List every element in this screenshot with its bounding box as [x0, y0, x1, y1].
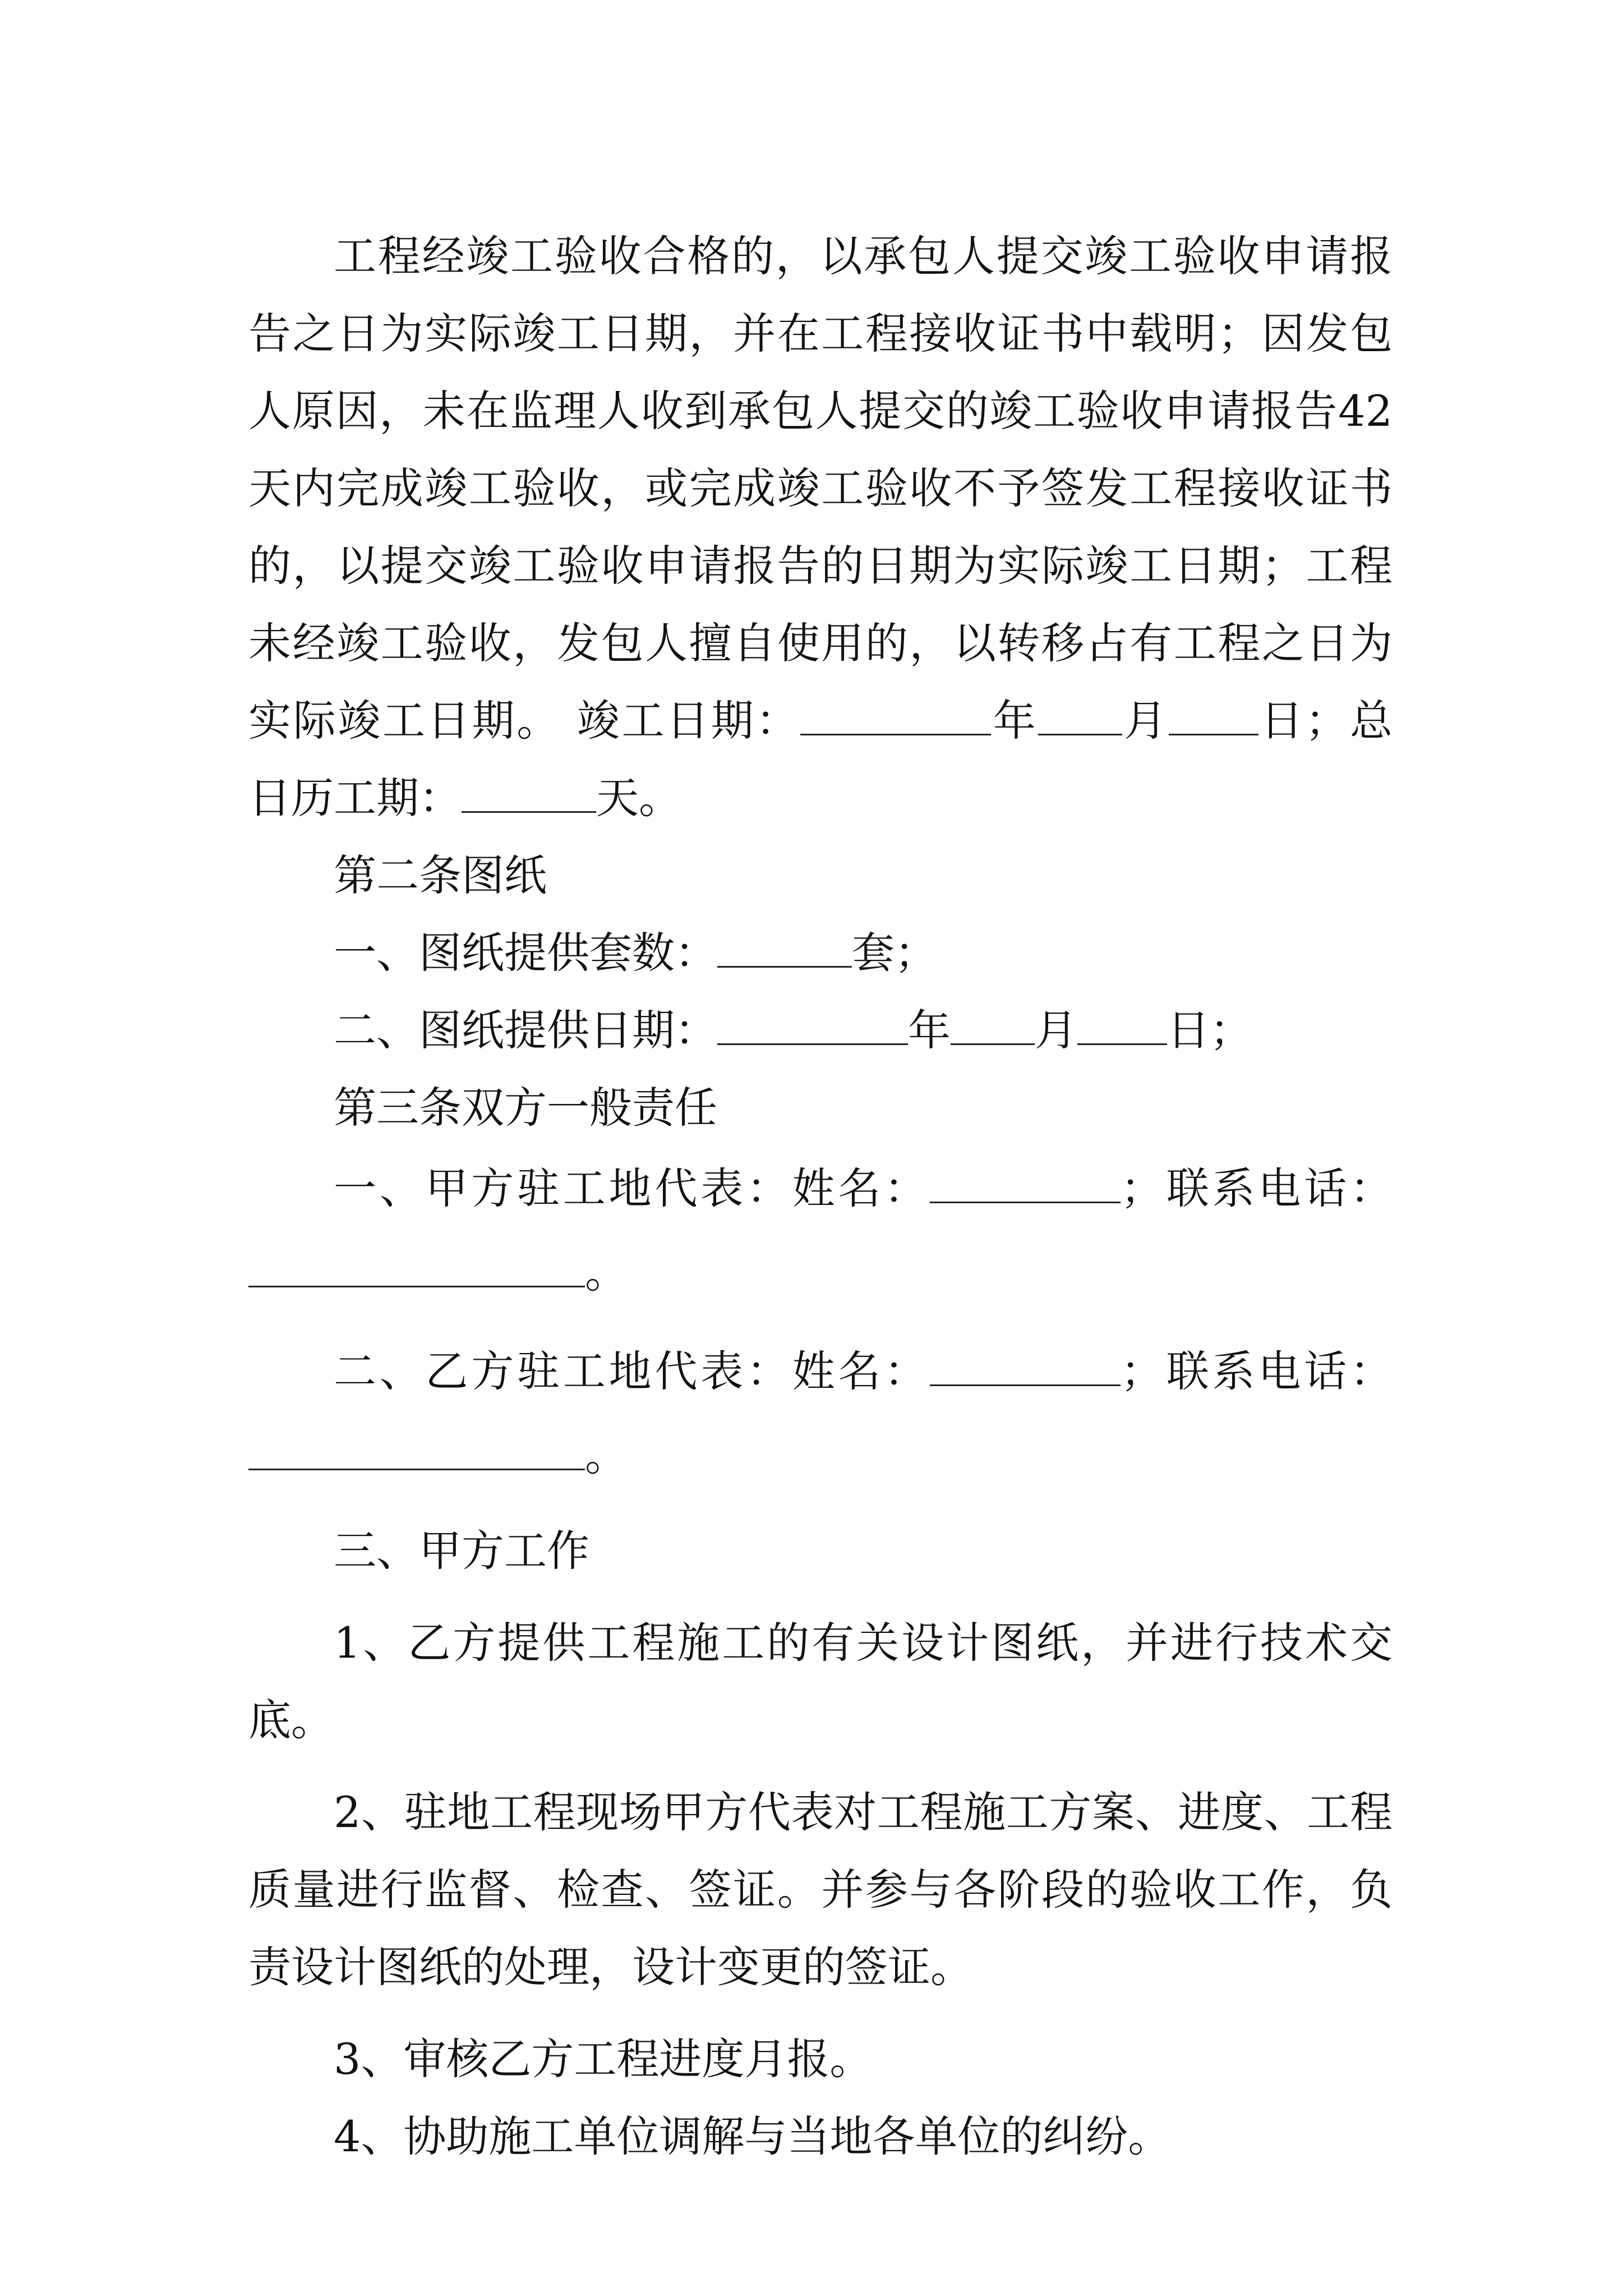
party-a-rep-label: 一、甲方驻工地代表：姓名：: [334, 1163, 930, 1213]
party-b-rep-line: [248, 1329, 1393, 1498]
year-label: 年: [991, 696, 1038, 746]
party-b-name-blank[interactable]: [930, 1347, 1121, 1386]
completion-month-blank[interactable]: [1038, 697, 1122, 735]
day-end-label: 日；: [1167, 1005, 1252, 1055]
drawings-date-line: [248, 992, 1393, 1069]
completion-date-label: 竣工日期：: [561, 696, 801, 746]
drawings-day-blank[interactable]: [1077, 1006, 1167, 1045]
drawings-month-blank[interactable]: [951, 1006, 1035, 1045]
phone-label: ；联系电话：: [1121, 1346, 1393, 1396]
completion-day-blank[interactable]: [1169, 697, 1258, 735]
phone-label: ；联系电话：: [1121, 1163, 1393, 1213]
party-b-rep-label: 二、乙方驻工地代表：姓名：: [334, 1346, 930, 1396]
completion-clause-text: 工程经竣工验收合格的，以承包人提交竣工验收申请报告之日为实际竣工日期，并在工程接收证书中载明；因发包人原因，未在监理人收到承包人提交的竣工验收申请报告42天内完成竣工验收，或完成竣工验收不予签发工程接收证书的，以提交竣工验收申请报告的日期为实际竣工日期；工程未经竣工验收，发包人擅自使用的，以转移占有工程之日为实际竣工日期。: [248, 231, 1393, 746]
completion-date-paragraph: [248, 218, 1393, 837]
period: 。: [585, 1248, 628, 1297]
total-duration-label: 日；总日历工期：: [248, 696, 1393, 823]
work-item-3: 3、审核乙方工程进度月报。: [334, 2034, 873, 2084]
day-unit-label: 天。: [596, 773, 681, 823]
drawings-date-label: 二、图纸提供日期：: [334, 1005, 717, 1055]
drawings-sets-blank[interactable]: [717, 929, 852, 968]
drawings-sets-line: [248, 914, 1393, 992]
completion-year-blank[interactable]: [800, 697, 991, 735]
month-label: 月: [1122, 696, 1169, 746]
total-duration-blank[interactable]: [462, 774, 596, 813]
year-label: 年: [908, 1005, 951, 1055]
party-b-phone-blank[interactable]: [248, 1432, 585, 1470]
document-page: [248, 218, 1393, 2175]
party-a-name-blank[interactable]: [930, 1165, 1121, 1203]
work-item-1: 1、乙方提供工程施工的有关设计图纸，并进行技术交底。: [248, 1618, 1393, 1745]
party-a-rep-line: [248, 1147, 1393, 1315]
month-label: 月: [1035, 1005, 1077, 1055]
drawings-sets-label: 一、图纸提供套数：: [334, 928, 717, 978]
article-2-title: 第二条图纸: [334, 850, 547, 900]
party-a-phone-blank[interactable]: [248, 1249, 585, 1287]
work-item-4: 4、协助施工单位调解与当地各单位的纠纷。: [334, 2111, 1171, 2161]
article-3-title: 第三条双方一般责任: [334, 1083, 717, 1133]
period: 。: [585, 1430, 628, 1480]
work-item-2: 2、驻地工程现场甲方代表对工程施工方案、进度、工程质量进行监督、检查、签证。并参与各阶段的验收工作，负责设计图纸的处理，设计变更的签证。: [248, 1787, 1393, 1992]
drawings-sets-unit: 套；: [852, 928, 937, 978]
party-a-work-title: 三、甲方工作: [334, 1526, 589, 1576]
drawings-year-blank[interactable]: [717, 1006, 908, 1045]
